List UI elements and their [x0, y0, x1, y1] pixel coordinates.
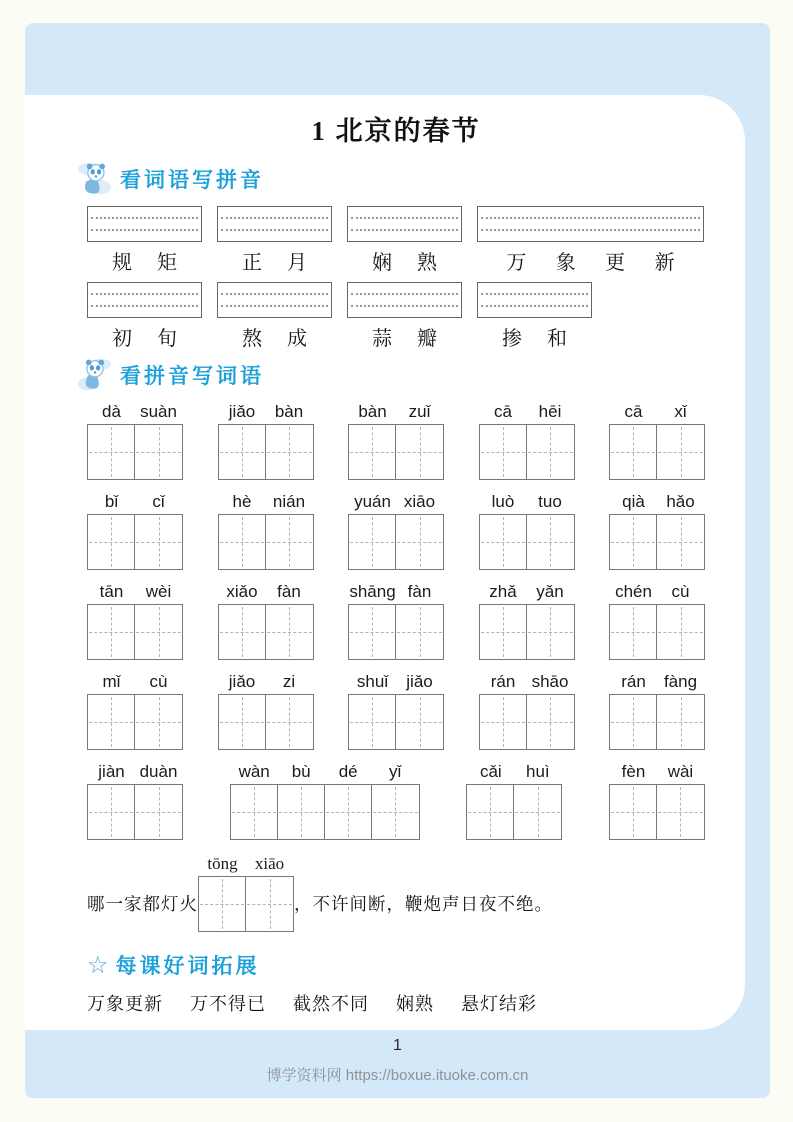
- character-cell[interactable]: [88, 515, 135, 569]
- pinyin-label-row: [480, 402, 574, 422]
- character-boxes: [348, 424, 444, 480]
- pinyin-syllable: shuǐ: [356, 672, 389, 691]
- character-grid-unit: [479, 672, 575, 750]
- word-label: [217, 322, 332, 349]
- pinyin-syllable: dé: [338, 762, 358, 781]
- pinyin-label-row: [88, 402, 182, 422]
- panda-icon: [77, 162, 113, 196]
- pinyin-syllable: mǐ: [102, 672, 121, 691]
- character-boxes: [609, 604, 705, 660]
- character-cell[interactable]: [480, 515, 527, 569]
- character-boxes: [348, 514, 444, 570]
- word-char: 娴: [372, 252, 392, 274]
- pinyin-syllable: cā: [624, 402, 643, 421]
- pinyin-label-row: [610, 582, 704, 602]
- pinyin-write-unit: [87, 206, 202, 273]
- character-cell[interactable]: [88, 695, 135, 749]
- word-char: 正: [242, 252, 262, 274]
- pinyin-syllable: fàng: [663, 672, 698, 691]
- word-char: 新: [654, 252, 675, 274]
- pinyin-label-row: [219, 582, 313, 602]
- pinyin-guideline: [481, 229, 700, 231]
- pinyin-syllable: xiǎo: [226, 582, 258, 601]
- section3-title: 每课好词拓展: [115, 954, 260, 978]
- character-boxes: [87, 424, 183, 480]
- pinyin-syllable: tān: [99, 582, 124, 601]
- star-icon: ☆: [87, 952, 109, 979]
- character-boxes: [609, 784, 705, 840]
- pinyin-syllable: qià: [622, 492, 645, 511]
- footer-url: 博学资料网 https://boxue.ituoke.com.cn: [266, 1067, 529, 1084]
- character-cell[interactable]: [349, 695, 396, 749]
- character-cell[interactable]: [88, 425, 135, 479]
- word-label: [477, 246, 704, 273]
- character-cell[interactable]: [135, 515, 182, 569]
- character-cell[interactable]: [610, 605, 657, 659]
- pinyin-syllable: nián: [272, 492, 306, 511]
- character-cell[interactable]: [657, 605, 704, 659]
- character-boxes: [479, 694, 575, 750]
- pinyin-syllable: tuo: [538, 492, 562, 511]
- pinyin-write-unit: [217, 206, 332, 273]
- character-cell[interactable]: [88, 785, 135, 839]
- word-char: 万: [506, 252, 527, 274]
- pinyin-syllable: jiàn: [98, 762, 125, 781]
- pinyin-label-row: [480, 492, 574, 512]
- pinyin-guideline: [351, 305, 458, 307]
- pinyin-label-row: [467, 762, 561, 782]
- pinyin-guideline: [221, 293, 328, 295]
- pinyin-syllable: luò: [491, 492, 515, 511]
- word-label: [347, 246, 462, 273]
- good-word: 悬灯结彩: [461, 994, 537, 1014]
- pinyin-write-unit: [347, 282, 462, 349]
- character-grid-unit: [479, 492, 575, 570]
- character-grid-unit: [198, 854, 294, 932]
- pinyin-label-row: [349, 672, 443, 692]
- character-cell[interactable]: [266, 515, 313, 569]
- panda-icon: [77, 358, 113, 392]
- pinyin-input-box[interactable]: [347, 282, 462, 318]
- character-cell[interactable]: [610, 425, 657, 479]
- character-cell[interactable]: [325, 785, 372, 839]
- pinyin-syllable: xiāo: [254, 854, 285, 873]
- pinyin-input-box[interactable]: [87, 282, 202, 318]
- pinyin-guideline: [481, 293, 588, 295]
- word-char: 规: [112, 252, 132, 274]
- word-char: 成: [287, 328, 307, 350]
- character-cell[interactable]: [219, 605, 266, 659]
- character-cell[interactable]: [467, 785, 514, 839]
- word-char: 初: [112, 328, 132, 350]
- character-cell[interactable]: [266, 605, 313, 659]
- character-grid-unit: [87, 402, 183, 480]
- character-boxes: [230, 784, 420, 840]
- word-char: 矩: [157, 252, 177, 274]
- pinyin-syllable: wàn: [238, 762, 270, 781]
- character-grid-unit: [87, 492, 183, 570]
- pinyin-syllable: cù: [671, 582, 690, 601]
- pinyin-write-row: [87, 206, 705, 273]
- pinyin-syllable: cǎi: [479, 762, 502, 781]
- character-cell[interactable]: [396, 695, 443, 749]
- pinyin-guideline: [91, 293, 198, 295]
- character-boxes: [218, 604, 314, 660]
- character-grid-unit: [218, 492, 314, 570]
- pinyin-label-row: [219, 402, 313, 422]
- character-grid-unit: [87, 582, 183, 660]
- word-label: [217, 246, 332, 273]
- word-char: 瓣: [417, 328, 437, 350]
- pinyin-guideline: [481, 305, 588, 307]
- character-boxes: [348, 604, 444, 660]
- character-cell[interactable]: [266, 695, 313, 749]
- character-cell[interactable]: [480, 695, 527, 749]
- pinyin-label-row: [610, 402, 704, 422]
- character-cell[interactable]: [657, 515, 704, 569]
- character-grid-unit: [348, 582, 444, 660]
- character-grid-unit: [348, 402, 444, 480]
- character-boxes: [87, 514, 183, 570]
- character-boxes: [348, 694, 444, 750]
- good-words-list: [87, 990, 705, 1016]
- good-word: 万不得已: [190, 994, 266, 1014]
- pinyin-syllable: fàn: [407, 582, 432, 601]
- character-boxes: [466, 784, 562, 840]
- pinyin-writing-section: [87, 206, 705, 349]
- character-grid-unit: [348, 492, 444, 570]
- pinyin-syllable: fàn: [277, 582, 301, 601]
- pinyin-label-row: [349, 492, 443, 512]
- character-grid-unit: [218, 402, 314, 480]
- sentence-after: ，不许间断，鞭炮声日夜不绝。: [294, 894, 553, 914]
- character-boxes: [198, 876, 294, 932]
- pinyin-input-box[interactable]: [217, 206, 332, 242]
- character-boxes: [87, 694, 183, 750]
- character-cell[interactable]: [396, 425, 443, 479]
- pinyin-syllable: wèi: [145, 582, 172, 601]
- word-char: 更: [605, 252, 626, 274]
- pinyin-syllable: chén: [615, 582, 652, 601]
- section2-header: [77, 358, 705, 392]
- pinyin-syllable: jiǎo: [228, 402, 256, 421]
- character-grid-unit: [609, 402, 705, 480]
- character-boxes: [609, 694, 705, 750]
- character-grid-unit: [87, 672, 183, 750]
- word-char: 熟: [417, 252, 437, 274]
- character-cell[interactable]: [135, 605, 182, 659]
- lesson-title: 1 北京的春节: [311, 116, 481, 146]
- word-char: 蒜: [372, 328, 392, 350]
- pinyin-syllable: shāo: [531, 672, 569, 691]
- pinyin-syllable: cǐ: [152, 492, 165, 511]
- character-cell[interactable]: [527, 515, 574, 569]
- character-cell[interactable]: [219, 425, 266, 479]
- pinyin-label-row: [610, 672, 704, 692]
- pinyin-guideline: [91, 305, 198, 307]
- pinyin-input-box[interactable]: [347, 206, 462, 242]
- pinyin-syllable: zhǎ: [489, 582, 517, 601]
- word-char: 象: [555, 252, 576, 274]
- pinyin-syllable: tōng: [207, 854, 238, 873]
- pinyin-guideline: [351, 217, 458, 219]
- character-boxes: [479, 424, 575, 480]
- word-label: [87, 322, 202, 349]
- character-boxes: [218, 694, 314, 750]
- pinyin-label-row: [480, 672, 574, 692]
- character-boxes: [218, 514, 314, 570]
- pinyin-guideline: [351, 229, 458, 231]
- pinyin-syllable: hǎo: [666, 492, 695, 511]
- character-cell[interactable]: [219, 515, 266, 569]
- section1-header: [77, 162, 705, 196]
- pinyin-label-row: [88, 762, 182, 782]
- character-cell[interactable]: [396, 515, 443, 569]
- pinyin-syllable: hè: [232, 492, 252, 511]
- blue-panel: [25, 23, 770, 1098]
- pinyin-syllable: wài: [667, 762, 694, 781]
- character-writing-section: [87, 402, 705, 840]
- pinyin-label-row: [88, 672, 182, 692]
- character-grid-unit: [87, 762, 183, 840]
- character-grid-unit: [218, 582, 314, 660]
- pinyin-write-unit: [477, 206, 704, 273]
- character-grid-unit: [609, 672, 705, 750]
- character-grid-unit: [479, 582, 575, 660]
- pinyin-syllable: cā: [494, 402, 512, 421]
- character-grid-unit: [218, 672, 314, 750]
- character-grid-unit: [609, 762, 705, 840]
- pinyin-label-row: [349, 582, 443, 602]
- character-cell[interactable]: [199, 877, 246, 931]
- fill-blank-sentence: [87, 854, 705, 932]
- character-grid-row: [87, 672, 705, 750]
- character-grid-row: [87, 762, 705, 840]
- pinyin-syllable: fèn: [621, 762, 646, 781]
- pinyin-syllable: zi: [282, 672, 296, 691]
- character-cell[interactable]: [349, 515, 396, 569]
- pinyin-syllable: yuán: [354, 492, 391, 511]
- character-cell[interactable]: [88, 605, 135, 659]
- word-char: 和: [547, 328, 567, 350]
- character-cell[interactable]: [372, 785, 419, 839]
- character-cell[interactable]: [527, 605, 574, 659]
- character-cell[interactable]: [610, 785, 657, 839]
- pinyin-input-box[interactable]: [217, 282, 332, 318]
- pinyin-syllable: bàn: [358, 402, 387, 421]
- pinyin-label-row: [610, 492, 704, 512]
- pinyin-syllable: rán: [621, 672, 646, 691]
- pinyin-guideline: [91, 217, 198, 219]
- character-boxes: [479, 604, 575, 660]
- pinyin-write-unit: [347, 206, 462, 273]
- character-cell[interactable]: [527, 695, 574, 749]
- pinyin-syllable: jiǎo: [228, 672, 256, 691]
- character-grid-unit: [466, 762, 562, 840]
- pinyin-input-box[interactable]: [87, 206, 202, 242]
- pinyin-label-row: [349, 402, 443, 422]
- character-cell[interactable]: [480, 425, 527, 479]
- sentence-before: 哪一家都灯火: [87, 894, 198, 914]
- section1-title: 看词语写拼音: [120, 168, 264, 192]
- pinyin-label-row: [219, 672, 313, 692]
- pinyin-label-row: [219, 492, 313, 512]
- character-grid-unit: [609, 582, 705, 660]
- pinyin-label-row: [88, 492, 182, 512]
- pinyin-syllable: bǐ: [104, 492, 119, 511]
- pinyin-label-row: [199, 854, 293, 874]
- pinyin-write-row: [87, 282, 705, 349]
- pinyin-syllable: bù: [291, 762, 311, 781]
- character-boxes: [87, 784, 183, 840]
- character-cell[interactable]: [246, 877, 293, 931]
- pinyin-syllable: xiāo: [403, 492, 436, 511]
- character-cell[interactable]: [480, 605, 527, 659]
- character-cell[interactable]: [610, 695, 657, 749]
- sentence-answer-grid: [198, 854, 294, 932]
- pinyin-syllable: cù: [149, 672, 168, 691]
- worksheet-card: [25, 95, 745, 1030]
- character-cell[interactable]: [527, 425, 574, 479]
- character-boxes: [609, 514, 705, 570]
- word-char: 熬: [242, 328, 262, 350]
- character-cell[interactable]: [135, 425, 182, 479]
- character-cell[interactable]: [657, 695, 704, 749]
- character-cell[interactable]: [135, 695, 182, 749]
- character-grid-unit: [479, 402, 575, 480]
- character-boxes: [87, 604, 183, 660]
- pinyin-input-box[interactable]: [477, 282, 592, 318]
- pinyin-write-unit: [477, 282, 592, 349]
- good-word: 万象更新: [87, 994, 163, 1014]
- word-char: 月: [287, 252, 307, 274]
- pinyin-guideline: [481, 217, 700, 219]
- pinyin-guideline: [221, 229, 328, 231]
- pinyin-syllable: bàn: [274, 402, 304, 421]
- good-word: 娴熟: [396, 994, 434, 1014]
- character-cell[interactable]: [349, 605, 396, 659]
- character-boxes: [218, 424, 314, 480]
- word-label: [347, 322, 462, 349]
- pinyin-syllable: huì: [525, 762, 550, 781]
- character-cell[interactable]: [219, 695, 266, 749]
- pinyin-guideline: [91, 229, 198, 231]
- word-label: [477, 322, 592, 349]
- good-word: 截然不同: [293, 994, 369, 1014]
- section2-title: 看拼音写词语: [120, 364, 264, 388]
- pinyin-input-box[interactable]: [477, 206, 704, 242]
- word-label: [87, 246, 202, 273]
- pinyin-syllable: rán: [490, 672, 516, 691]
- pinyin-syllable: yǎn: [536, 582, 564, 601]
- pinyin-syllable: dà: [102, 402, 121, 421]
- pinyin-syllable: zuǐ: [408, 402, 431, 421]
- character-grid-unit: [609, 492, 705, 570]
- pinyin-syllable: yǐ: [389, 762, 402, 781]
- pinyin-syllable: duàn: [139, 762, 178, 781]
- pinyin-guideline: [221, 305, 328, 307]
- pinyin-guideline: [221, 217, 328, 219]
- pinyin-syllable: shāng: [349, 582, 396, 601]
- pinyin-syllable: jiǎo: [406, 672, 433, 691]
- pinyin-write-unit: [217, 282, 332, 349]
- character-cell[interactable]: [514, 785, 561, 839]
- page-number: 1: [393, 1037, 402, 1054]
- character-cell[interactable]: [266, 425, 313, 479]
- character-boxes: [609, 424, 705, 480]
- character-cell[interactable]: [657, 425, 704, 479]
- pinyin-syllable: suàn: [140, 402, 177, 421]
- character-grid-row: [87, 582, 705, 660]
- pinyin-guideline: [351, 293, 458, 295]
- character-cell[interactable]: [349, 425, 396, 479]
- character-boxes: [479, 514, 575, 570]
- character-cell[interactable]: [396, 605, 443, 659]
- pinyin-syllable: hēi: [538, 402, 562, 421]
- character-grid-unit: [348, 672, 444, 750]
- character-grid-unit: [230, 762, 420, 840]
- pinyin-syllable: xǐ: [674, 402, 687, 421]
- character-cell[interactable]: [610, 515, 657, 569]
- character-cell[interactable]: [657, 785, 704, 839]
- character-cell[interactable]: [278, 785, 325, 839]
- pinyin-label-row: [610, 762, 704, 782]
- pinyin-label-row: [231, 762, 419, 782]
- pinyin-label-row: [88, 582, 182, 602]
- pinyin-write-unit: [87, 282, 202, 349]
- character-grid-row: [87, 492, 705, 570]
- word-char: 旬: [157, 328, 177, 350]
- character-cell[interactable]: [231, 785, 278, 839]
- pinyin-label-row: [480, 582, 574, 602]
- character-grid-row: [87, 402, 705, 480]
- character-cell[interactable]: [135, 785, 182, 839]
- section3-header: [87, 950, 705, 980]
- word-char: 掺: [502, 328, 522, 350]
